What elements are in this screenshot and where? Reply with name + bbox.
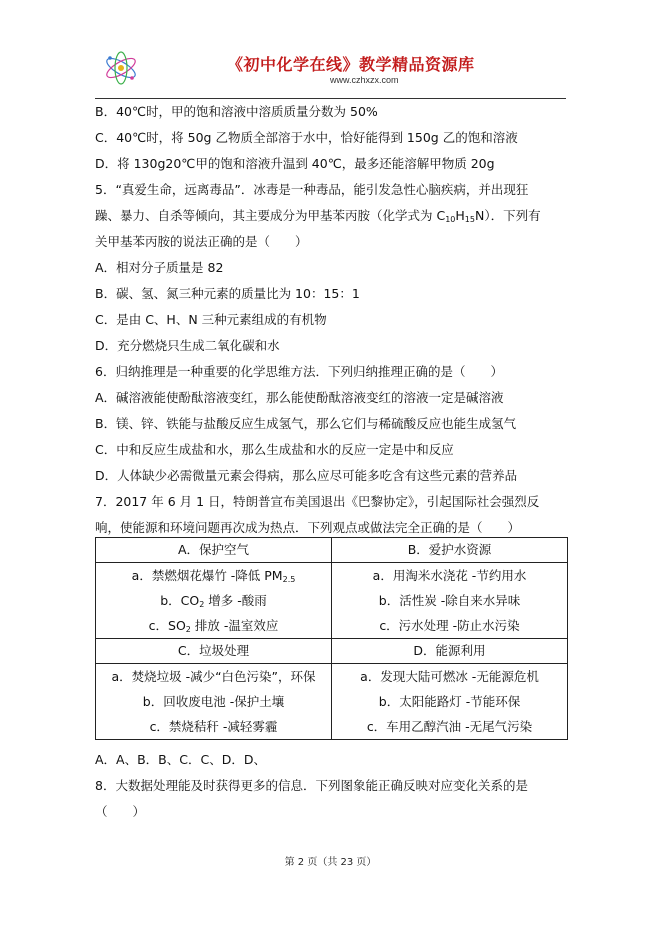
question-text-after-table xyxy=(95,747,573,825)
text-line: 躁、暴力、自杀等倾向，其主要成分为甲基苯丙胺（化学式为 $C_{10}H_{15}N$）．下列有 xyxy=(95,208,541,224)
question-7-stem: 7．2017 年 6 月 1 日，特朗普宣布美国退出《巴黎协定》，引起国际社会强烈反 xyxy=(95,494,540,509)
text-line: 关甲基苯丙胺的说法正确的是（ ） xyxy=(95,234,308,249)
atom-logo-icon xyxy=(101,44,141,90)
table-item: b．活性炭 -除自来水异味 xyxy=(378,593,521,608)
question-5-stem: 5．“真爱生命，远离毒品”．冰毒是一种毒品，能引发急性心脑疾病，并出现狂 xyxy=(95,182,529,197)
page-number: 第 2 页（共 23 页） xyxy=(284,857,377,868)
table-item: b．回收废电池 -保护土壤 xyxy=(142,694,285,709)
table-item: b．$CO_2$ 增多 -酸雨 xyxy=(160,593,267,609)
option-b: B．碳、氢、氮三种元素的质量比为 10：15：1 xyxy=(95,286,360,301)
question-7-table xyxy=(95,537,568,740)
table-header-b: B．爱护水资源 xyxy=(332,538,568,563)
option-d: D．人体缺少必需微量元素会得病，那么应尽可能多吃含有这些元素的营养品 xyxy=(95,468,518,483)
table-item: b．太阳能路灯 -节能环保 xyxy=(378,694,521,709)
table-header-a: A．保护空气 xyxy=(96,538,332,563)
table-header-d: D．能源利用 xyxy=(332,639,568,664)
option-b: B．镁、锌、铁能与盐酸反应生成氢气，那么它们与稀硫酸反应也能生成氢气 xyxy=(95,416,517,431)
table-cell-c xyxy=(96,664,332,740)
table-cell-a xyxy=(96,563,332,639)
table-item: c．禁烧秸秆 -减轻雾霾 xyxy=(149,719,278,734)
text-line: C．40℃时，将 50g 乙物质全部溶于水中，恰好能得到 150g 乙的饱和溶液 xyxy=(95,130,518,145)
table-item: a．禁燃烟花爆竹 -降低 $PM_{2.5}$ xyxy=(131,568,296,584)
option-d: D．充分燃烧只生成二氧化碳和水 xyxy=(95,338,280,353)
table-cell-b xyxy=(332,563,568,639)
table-item: a．发现大陆可燃冰 -无能源危机 xyxy=(360,669,539,684)
question-8-stem: 8．大数据处理能及时获得更多的信息．下列图象能正确反映对应变化关系的是 xyxy=(95,778,528,793)
table-item: a．用淘米水浇花 -节约用水 xyxy=(372,568,527,583)
question-6-stem: 6．归纳推理是一种重要的化学思维方法．下列归纳推理正确的是（ ） xyxy=(95,364,503,379)
text-line: D．将 130g20℃甲的饱和溶液升温到 40℃，最多还能溶解甲物质 20g xyxy=(95,156,495,171)
text-line: 响，使能源和环境问题再次成为热点．下列观点或做法完全正确的是（ ） xyxy=(95,520,521,535)
page-header xyxy=(95,40,566,99)
table-item: c．污水处理 -防止水污染 xyxy=(379,618,520,633)
table-item: c．$SO_2$ 排放 -温室效应 xyxy=(148,618,279,634)
option-c: C．是由 C、H、N 三种元素组成的有机物 xyxy=(95,312,327,327)
table-item: c．车用乙醇汽油 -无尾气污染 xyxy=(366,719,533,734)
table-item: a．焚烧垃圾 -减少“白色污染”，环保 xyxy=(111,669,316,684)
table-header-c: C．垃圾处理 xyxy=(96,639,332,664)
question-7-options: A．A、B．B、C．C、D．D、 xyxy=(95,752,266,767)
text-line: B．40℃时，甲的饱和溶液中溶质质量分数为 50% xyxy=(95,104,378,119)
option-a: A．相对分子质量是 82 xyxy=(95,260,224,275)
question-text-before-table xyxy=(95,99,573,541)
text-line: （ ） xyxy=(95,804,146,819)
table-cell-d xyxy=(332,664,568,740)
header-title: 《初中化学在线》教学精品资源库 xyxy=(227,55,475,74)
header-url[interactable]: www.czhxzx.com xyxy=(330,75,399,85)
option-a: A．碱溶液能使酚酞溶液变红，那么能使酚酞溶液变红的溶液一定是碱溶液 xyxy=(95,390,504,405)
option-c: C．中和反应生成盐和水，那么生成盐和水的反应一定是中和反应 xyxy=(95,442,454,457)
